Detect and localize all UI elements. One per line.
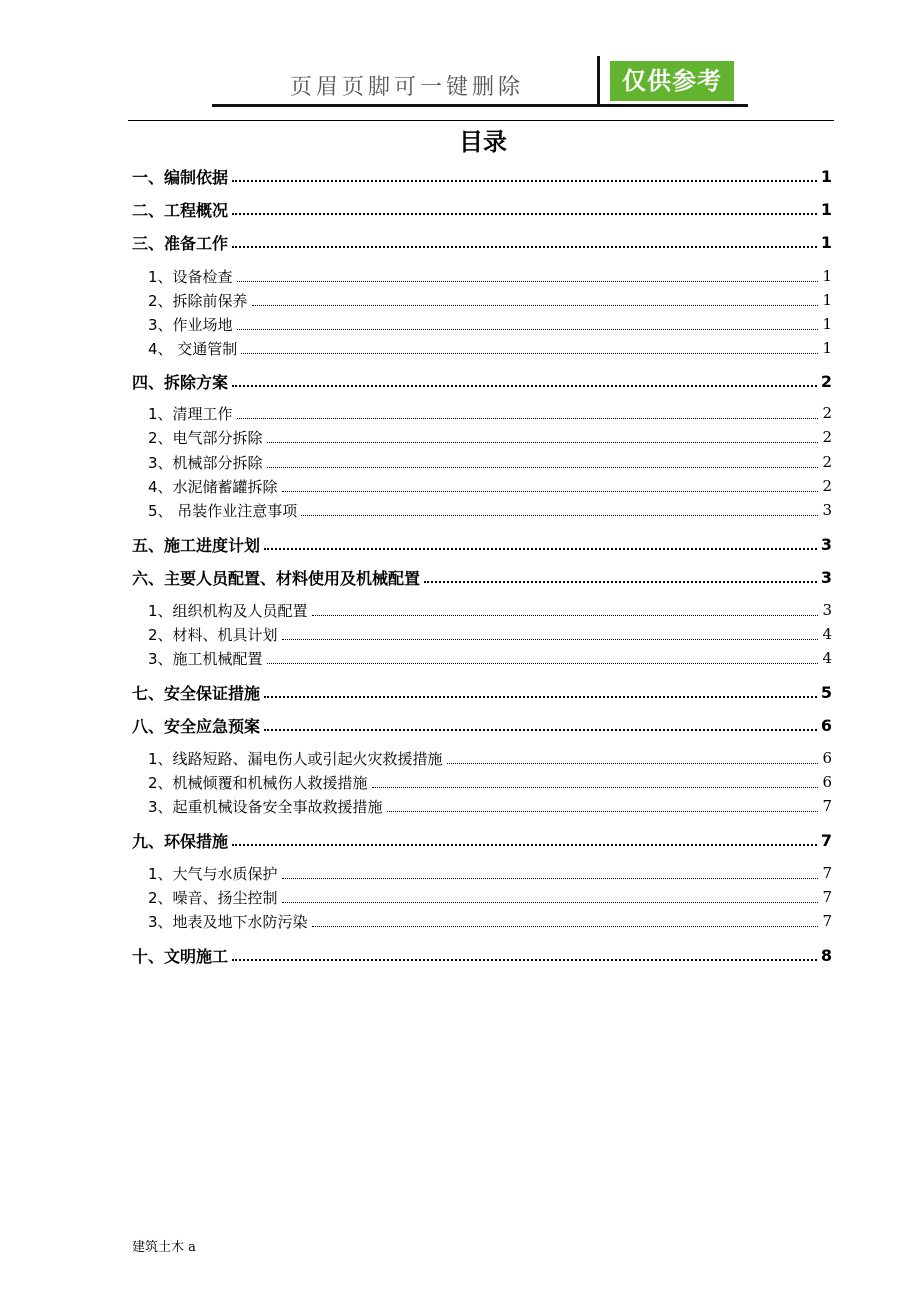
toc-entry-label: 2、拆除前保养 (148, 291, 248, 310)
toc-dot-leader (237, 281, 819, 282)
toc-dot-leader (264, 696, 817, 698)
page-top-rule (128, 120, 834, 121)
toc-entry-label: 2、噪音、扬尘控制 (148, 888, 278, 907)
toc-entry[interactable] (148, 622, 832, 646)
toc-entry-page: 5 (820, 682, 832, 702)
toc-entry-label: 一、编制依据 (132, 167, 229, 187)
toc-dot-leader (282, 491, 819, 492)
toc-entry-label: 五、施工进度计划 (132, 535, 261, 555)
toc-entry-label: 1、组织机构及人员配置 (148, 601, 308, 620)
toc-entry-label: 1、大气与水质保护 (148, 864, 278, 883)
toc-entry-page: 2 (820, 371, 832, 391)
toc-entry-page: 7 (822, 912, 832, 930)
toc-entry[interactable] (132, 197, 832, 221)
toc-dot-leader (372, 787, 819, 788)
toc-dot-leader (232, 844, 817, 846)
toc-entry-label: 四、拆除方案 (132, 372, 229, 392)
toc-entry-page: 6 (822, 773, 832, 791)
toc-entry-page: 2 (822, 428, 832, 446)
toc-dot-leader (282, 878, 819, 879)
toc-entry-page: 7 (822, 888, 832, 906)
toc-entry-page: 7 (820, 830, 832, 850)
toc-dot-leader (387, 811, 819, 812)
toc-entry-page: 1 (822, 315, 832, 333)
header-text: 页眉页脚可一键删除 (290, 75, 525, 100)
toc-entry[interactable] (148, 770, 832, 794)
toc-dot-leader (237, 329, 819, 330)
toc-entry-label: 七、安全保证措施 (132, 683, 261, 703)
toc-dot-leader (264, 548, 817, 550)
toc-dot-leader (252, 305, 819, 306)
toc-entry[interactable] (148, 598, 832, 622)
toc-entry-page: 2 (822, 453, 832, 471)
toc-entry[interactable] (148, 450, 832, 474)
toc-dot-leader (447, 763, 819, 764)
toc-entry-label: 1、清理工作 (148, 404, 233, 423)
toc-entry-label: 3、作业场地 (148, 315, 233, 334)
toc-entry[interactable] (148, 312, 832, 336)
toc-entry[interactable] (148, 861, 832, 885)
toc-entry-page: 2 (822, 404, 832, 422)
toc-entry-label: 2、材料、机具计划 (148, 625, 278, 644)
toc-dot-leader (241, 353, 818, 354)
toc-entry-page: 3 (820, 534, 832, 554)
toc-entry[interactable] (132, 680, 832, 704)
toc-entry-label: 3、地表及地下水防污染 (148, 912, 308, 931)
toc-entry-label: 3、起重机械设备安全事故救援措施 (148, 797, 383, 816)
toc-entry[interactable] (132, 565, 832, 589)
toc-entry-label: 六、主要人员配置、材料使用及机械配置 (132, 568, 421, 588)
toc-entry-label: 2、电气部分拆除 (148, 428, 263, 447)
toc-entry-label: 十、文明施工 (132, 946, 229, 966)
toc-entry-label: 5、 吊装作业注意事项 (148, 501, 298, 520)
toc-dot-leader (232, 213, 817, 215)
toc-entry-label: 4、 交通管制 (148, 339, 238, 358)
toc-entry-page: 1 (820, 166, 832, 186)
toc-entry-page: 7 (822, 864, 832, 882)
page-footer: 建筑土木 a (132, 1240, 196, 1255)
toc-entry[interactable] (132, 532, 832, 556)
toc-entry-page: 1 (822, 291, 832, 309)
toc-entry[interactable] (148, 498, 832, 522)
toc-entry-page: 3 (822, 501, 832, 519)
toc-dot-leader (264, 729, 817, 731)
toc-entry-page: 1 (822, 339, 832, 357)
toc-entry[interactable] (148, 425, 832, 449)
toc-entry-page: 1 (820, 199, 832, 219)
toc-entry[interactable] (132, 369, 832, 393)
toc-entry-page: 8 (820, 945, 832, 965)
toc-entry-page: 4 (822, 625, 832, 643)
toc-entry[interactable] (148, 646, 832, 670)
toc-dot-leader (232, 180, 817, 182)
toc-entry-page: 7 (822, 797, 832, 815)
toc-entry[interactable] (148, 885, 832, 909)
toc-entry-label: 1、线路短路、漏电伤人或引起火灾救援措施 (148, 749, 443, 768)
toc-entry[interactable] (148, 474, 832, 498)
toc-dot-leader (237, 418, 819, 419)
toc-entry[interactable] (148, 264, 832, 288)
header-rule (212, 104, 748, 107)
toc-dot-leader (232, 385, 817, 387)
toc-entry[interactable] (148, 336, 832, 360)
toc-dot-leader (232, 959, 817, 961)
toc-entry[interactable] (148, 746, 832, 770)
toc-entry-page: 6 (820, 715, 832, 735)
toc-dot-leader (312, 615, 819, 616)
toc-entry-page: 3 (820, 567, 832, 587)
toc-entry[interactable] (148, 794, 832, 818)
toc-dot-leader (301, 515, 818, 516)
toc-entry-label: 3、施工机械配置 (148, 649, 263, 668)
toc-entry-label: 4、水泥储蓄罐拆除 (148, 477, 278, 496)
toc-entry-page: 3 (822, 601, 832, 619)
toc-dot-leader (267, 442, 819, 443)
toc-entry[interactable] (148, 288, 832, 312)
toc-entry[interactable] (132, 230, 832, 254)
toc-entry-page: 4 (822, 649, 832, 667)
toc-dot-leader (232, 246, 817, 248)
toc-dot-leader (282, 639, 819, 640)
toc-entry[interactable] (132, 828, 832, 852)
toc-entry-label: 2、机械倾覆和机械伤人救援措施 (148, 773, 368, 792)
toc-entry[interactable] (132, 164, 832, 188)
toc-entry-label: 3、机械部分拆除 (148, 453, 263, 472)
toc-title: 目录 (459, 128, 507, 156)
toc-dot-leader (424, 581, 817, 583)
toc-entry[interactable] (148, 909, 832, 933)
toc-dot-leader (282, 902, 819, 903)
toc-entry-label: 二、工程概况 (132, 200, 229, 220)
toc-entry-label: 三、准备工作 (132, 233, 229, 253)
toc-dot-leader (267, 467, 819, 468)
toc-entry-label: 1、设备检查 (148, 267, 233, 286)
toc-entry[interactable] (132, 713, 832, 737)
toc-entry[interactable] (132, 943, 832, 967)
toc-dot-leader (267, 663, 819, 664)
toc-dot-leader (312, 926, 819, 927)
toc-entry-page: 1 (822, 267, 832, 285)
reference-badge: 仅供参考 (610, 61, 734, 101)
header-divider (597, 56, 600, 107)
toc-entry-page: 6 (822, 749, 832, 767)
toc-entry-page: 2 (822, 477, 832, 495)
toc-entry-label: 八、安全应急预案 (132, 716, 261, 736)
header-banner (212, 56, 748, 106)
toc-entry[interactable] (148, 401, 832, 425)
toc-entry-label: 九、环保措施 (132, 831, 229, 851)
toc-entry-page: 1 (820, 232, 832, 252)
